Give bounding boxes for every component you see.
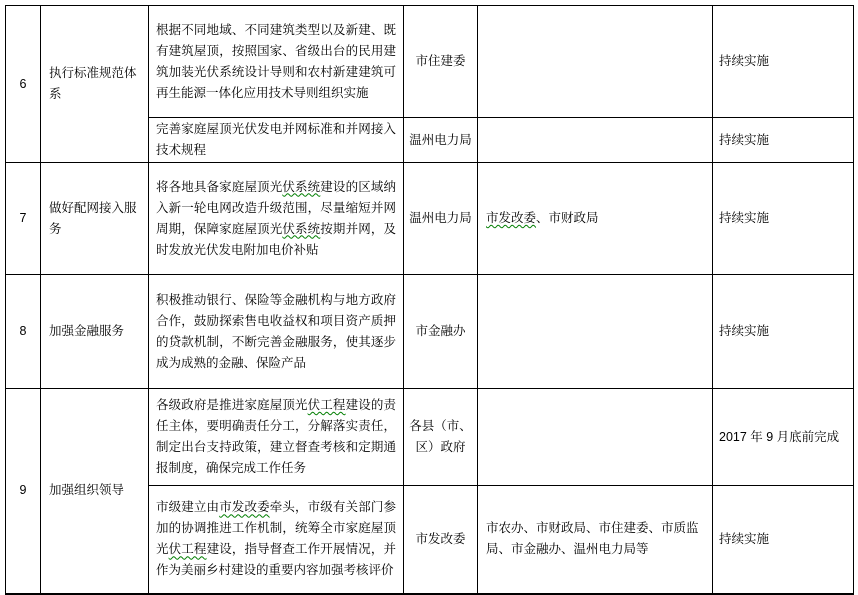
task-description-cell <box>149 389 404 486</box>
text-segment: 按期并网，及时发放光伏发电附加电价补贴 <box>156 221 396 257</box>
text-segment: 建设，指导督查工作开展情况，并作为美丽乡村建设的重要内容加强考核评价 <box>156 542 396 578</box>
cooperating-units-cell <box>478 163 713 275</box>
table-row <box>6 275 854 389</box>
text-segment: 建设的区域纳入新一轮电网改造升级范围，尽量缩短并网周期，保障家庭屋顶光 <box>156 179 396 236</box>
table-row <box>6 6 854 118</box>
text-segment: 积极推动银行、保险等金融机构与地方政府合作，鼓励探索售电收益权和项目资产质押的贷款机制，不断完善金融服务，使其逐步成为成熟的金融、保险产品 <box>156 292 396 370</box>
cooperating-units-cell <box>478 118 713 163</box>
text-segment: 市级建立由 <box>156 500 220 515</box>
text-segment: 将各地具备家庭屋顶光 <box>156 179 283 194</box>
responsible-unit-cell: 市住建委 <box>404 6 478 118</box>
cooperating-units-cell <box>478 6 713 118</box>
responsible-unit-cell: 市发改委 <box>404 486 478 594</box>
timeline-cell: 持续实施 <box>713 163 854 275</box>
text-segment: 各级政府是推进家庭屋顶光 <box>156 398 308 412</box>
responsible-unit-cell: 市金融办 <box>404 275 478 389</box>
responsible-unit-cell: 温州电力局 <box>404 163 478 275</box>
cooperating-units-cell <box>478 275 713 389</box>
category-cell: 执行标准规范体系 <box>41 6 149 163</box>
category-cell: 加强组织领导 <box>41 389 149 594</box>
text-segment: 市农办、市财政局、市住建委、市质监局、市金融办、温州电力局等 <box>486 521 699 557</box>
spellcheck-underlined-text: 伏工程 <box>307 398 346 412</box>
text-segment: 、市财政局 <box>536 211 599 225</box>
task-description-cell <box>149 118 404 163</box>
text-segment: 牵头，市级有关部门参加的协调推进工作机制，统筹全市家庭屋顶光 <box>156 500 396 557</box>
timeline-cell: 持续实施 <box>713 275 854 389</box>
cooperating-units-cell <box>478 486 713 594</box>
task-description-cell <box>149 6 404 118</box>
spellcheck-underlined-text: 市发改委 <box>219 500 270 515</box>
table-row <box>6 389 854 486</box>
task-description-cell <box>149 486 404 594</box>
category-cell: 做好配网接入服务 <box>41 163 149 275</box>
text-segment: 完善家庭屋顶光伏发电并网标准和并网接入技术规程 <box>156 122 396 157</box>
implementation-tasks-table <box>5 5 854 595</box>
responsible-unit-cell: 温州电力局 <box>404 118 478 163</box>
timeline-cell: 持续实施 <box>713 118 854 163</box>
text-segment: 根据不同地域、不同建筑类型以及新建、既有建筑屋顶，按照国家、省级出台的民用建筑加装光伏系统设计导则和农村新建建筑可再生能源一体化应用技术导则组织实施 <box>156 22 396 100</box>
timeline-cell: 2017 年 9 月底前完成 <box>713 389 854 486</box>
category-cell: 加强金融服务 <box>41 275 149 389</box>
spellcheck-underlined-text: 伏工程 <box>168 542 207 557</box>
timeline-cell: 持续实施 <box>713 486 854 594</box>
cooperating-units-cell <box>478 389 713 486</box>
row-number-cell: 7 <box>6 163 41 275</box>
spellcheck-underlined-text: 市发改委 <box>486 211 537 225</box>
timeline-cell: 持续实施 <box>713 6 854 118</box>
table-row <box>6 163 854 275</box>
text-segment: 建设的责任主体，要明确责任分工，分解落实责任，制定出台支持政策，建立督查考核和定期通报制度，确保完成工作任务 <box>156 398 396 475</box>
spellcheck-underlined-text: 伏系统 <box>282 221 321 236</box>
spellcheck-underlined-text: 伏系统 <box>282 179 321 194</box>
row-number-cell: 8 <box>6 275 41 389</box>
responsible-unit-cell: 各县（市、区）政府 <box>404 389 478 486</box>
row-number-cell: 6 <box>6 6 41 163</box>
task-description-cell <box>149 275 404 389</box>
row-number-cell: 9 <box>6 389 41 594</box>
task-description-cell <box>149 163 404 275</box>
